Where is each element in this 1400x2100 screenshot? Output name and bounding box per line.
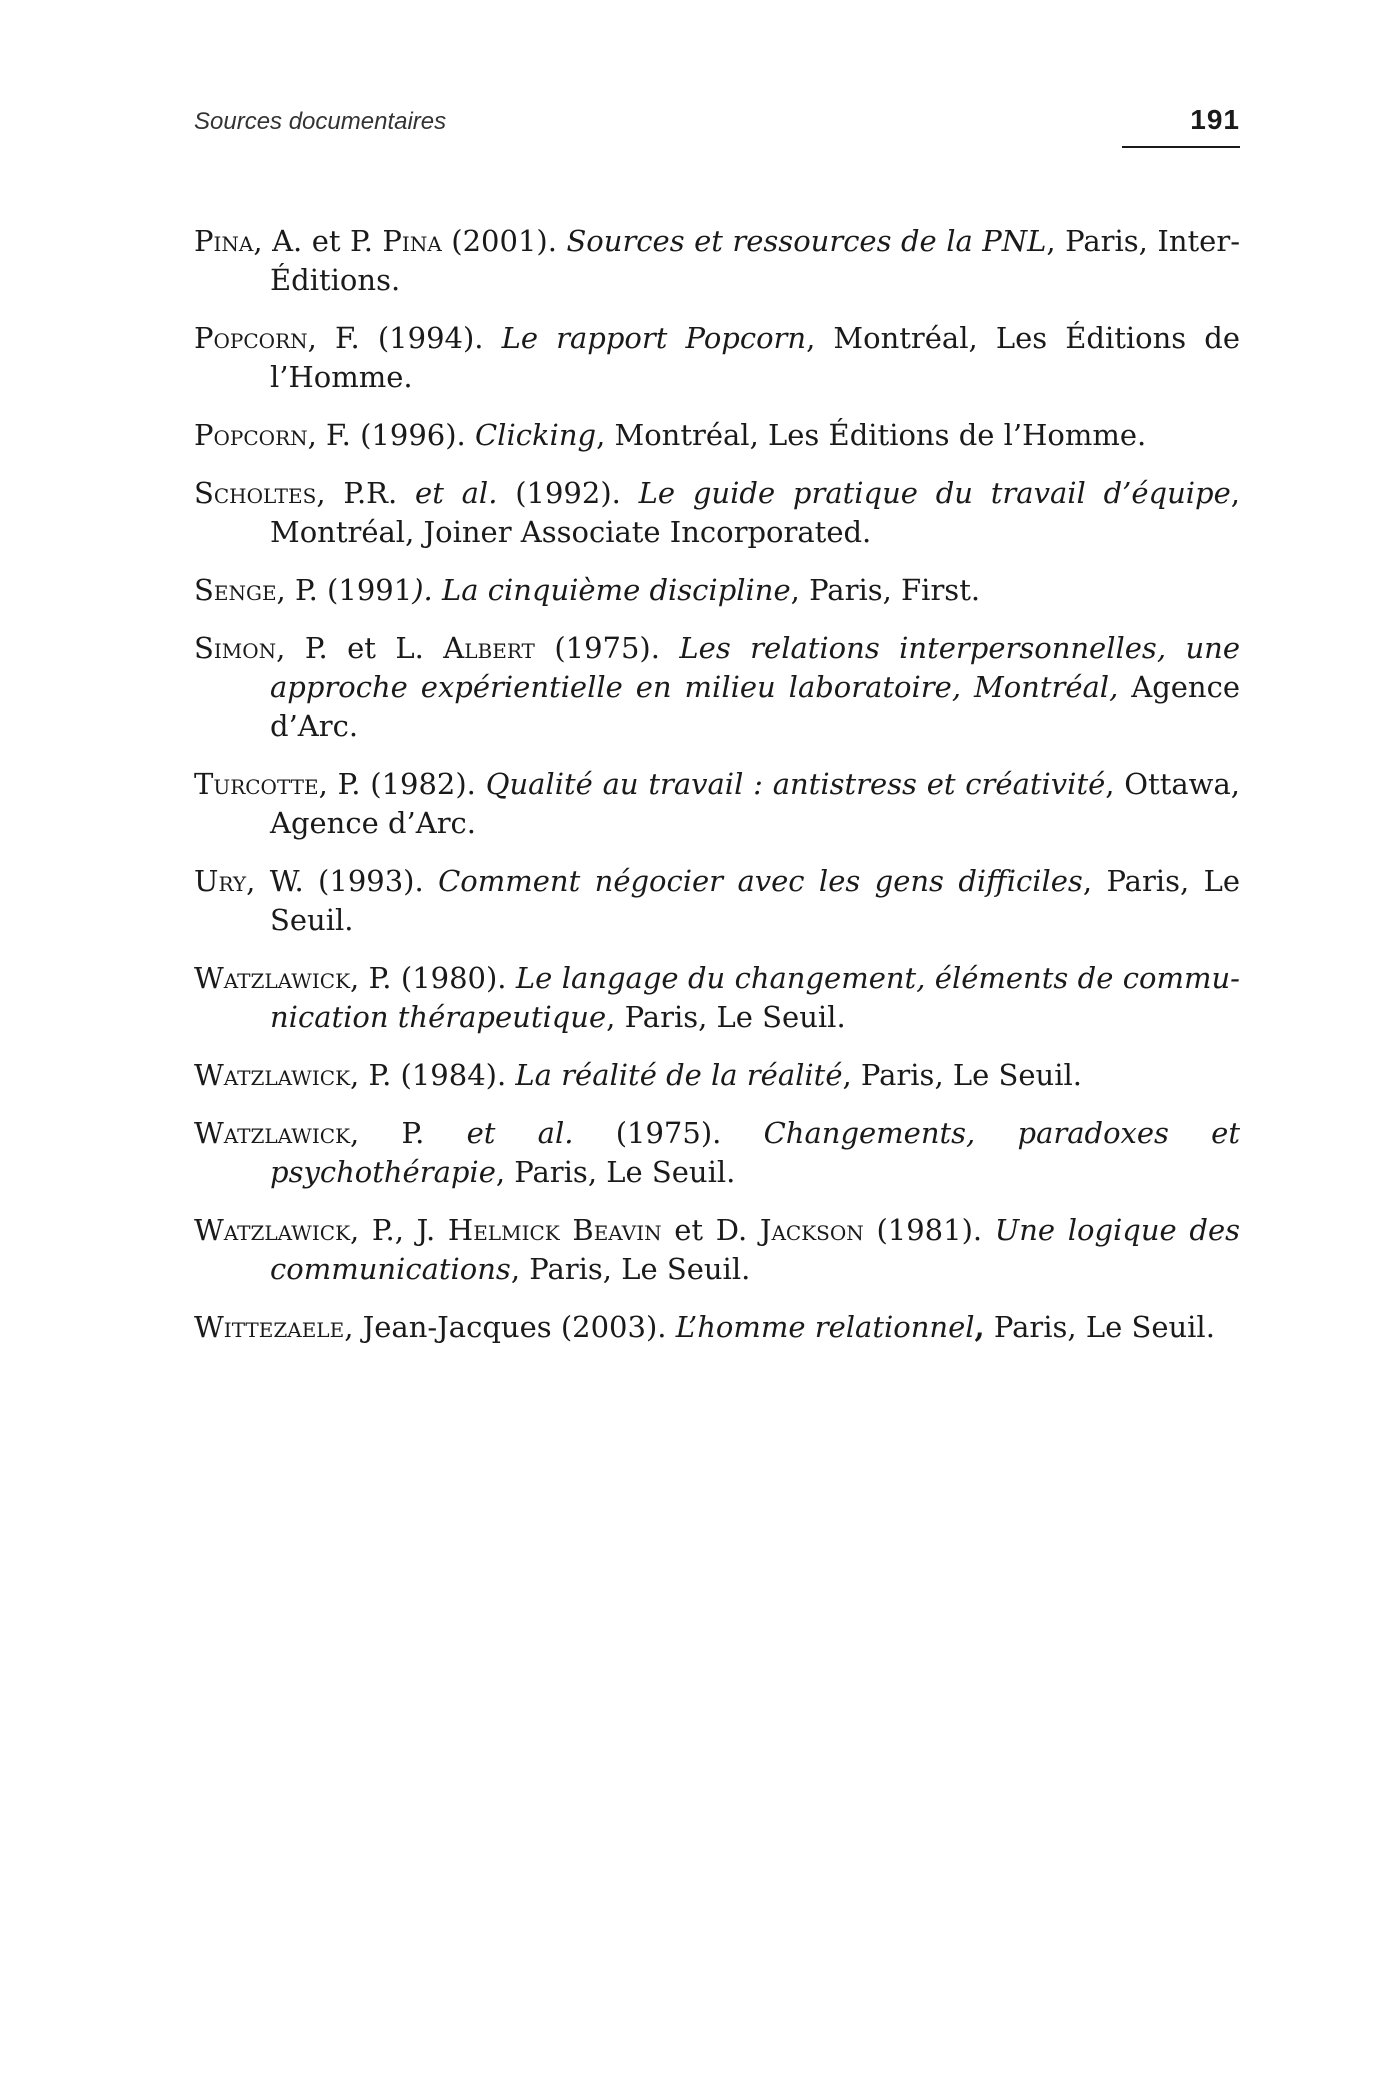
entry-text: , Paris, Le Seuil. <box>842 1058 1082 1092</box>
entry-text: Paris, Le Seuil. <box>984 1310 1215 1344</box>
entry-text: , Paris, Le Seuil. <box>510 1252 751 1286</box>
author-name: Scholtes <box>194 476 317 510</box>
author-name: Senge <box>194 573 277 607</box>
author-name: Watzlawick <box>194 1058 351 1092</box>
bold-text: , <box>974 1310 985 1344</box>
author-name: Wittezaele <box>194 1310 345 1344</box>
italic-title: Le guide pratique du travail d’équipe <box>638 476 1231 510</box>
author-name: Ury <box>194 864 247 898</box>
page-number: 191 <box>1190 104 1240 135</box>
bibliography-list <box>194 222 1240 1366</box>
author-name: Simon <box>194 631 277 665</box>
author-name: Turcotte <box>194 767 319 801</box>
entry-text: , Ottawa, Agence d’Arc. <box>270 767 1240 840</box>
running-title: Sources documentaires <box>194 108 447 135</box>
bibliography-entry <box>194 222 1240 300</box>
italic-title: Comment négocier avec les gens difficiles <box>438 864 1083 898</box>
entry-text: , Paris, Inter-Éditions. <box>270 224 1240 297</box>
entry-text: , W. (1993). <box>246 864 439 898</box>
entry-text: , Montréal, Les Éditions de l’Homme. <box>596 418 1147 452</box>
author-name: Watzlawick <box>194 961 351 995</box>
bibliography-entry <box>194 1056 1240 1095</box>
entry-text: , A. et P. <box>253 224 383 258</box>
italic-title: et al. <box>466 1116 574 1150</box>
entry-text: Agence d’Arc. <box>270 670 1241 743</box>
entry-text: , Montréal, Les Éditions de l’Homme. <box>270 321 1240 394</box>
italic-title: Une logique des communications <box>270 1213 1240 1286</box>
italic-title: et al. <box>415 476 498 510</box>
bibliography-entry <box>194 1114 1240 1192</box>
entry-text: (1975). <box>573 1116 764 1150</box>
author-name: Watzlawick <box>194 1213 351 1247</box>
entry-text: , Paris, First. <box>790 573 981 607</box>
entry-text: , P.R. <box>316 476 416 510</box>
author-name: Popcorn <box>194 321 308 355</box>
author-name: Popcorn <box>194 418 308 452</box>
author-name: Pina <box>194 224 254 258</box>
author-name: Albert <box>443 631 535 665</box>
italic-title: Sources et ressources de la PNL <box>566 224 1047 258</box>
bibliography-entry <box>194 319 1240 397</box>
bibliography-entry <box>194 1308 1240 1347</box>
page-header <box>194 104 1240 152</box>
header-rule <box>1122 146 1240 148</box>
entry-text: , P. et L. <box>276 631 444 665</box>
author-name: Watzlawick <box>194 1116 351 1150</box>
italic-title: Le rapport Popcorn <box>501 321 807 355</box>
italic-title: Les relations interpersonnelles, une approche expérientielle en milieu laboratoire, Montréal, <box>270 631 1240 704</box>
bibliography-entry <box>194 416 1240 455</box>
bibliography-entry <box>194 959 1240 1037</box>
entry-text: (1981). <box>863 1213 995 1247</box>
bibliography-entry <box>194 474 1240 552</box>
entry-text: (1992). <box>497 476 639 510</box>
italic-title: La réalité de la réalité <box>515 1058 843 1092</box>
bibliography-entry <box>194 862 1240 940</box>
italic-title: Changements, paradoxes et psychothérapie <box>270 1116 1241 1189</box>
entry-text: , P. (1991 <box>276 573 413 607</box>
entry-text: , Montréal, Joiner Associate Incorporated. <box>270 476 1240 549</box>
entry-text: , Paris, Le Seuil. <box>606 1000 846 1034</box>
entry-text: (1975). <box>534 631 680 665</box>
entry-text: , P., J. <box>350 1213 448 1247</box>
entry-text: , P. (1980). <box>350 961 516 995</box>
italic-title: Qualité au travail : antistress et créativité <box>485 767 1106 801</box>
entry-text: (2001). <box>441 224 567 258</box>
italic-title: Clicking <box>474 418 597 452</box>
entry-text: , F. (1994). <box>307 321 502 355</box>
author-name: Pina <box>382 224 442 258</box>
bibliography-entry <box>194 765 1240 843</box>
bibliography-entry <box>194 629 1240 746</box>
entry-text: , F. (1996). <box>307 418 475 452</box>
bibliography-entry <box>194 571 1240 610</box>
entry-text: , Paris, Le Seuil. <box>270 864 1240 937</box>
italic-title: Le langage du changement, éléments de communication thérapeutique <box>270 961 1240 1034</box>
italic-title: L’homme relationnel <box>675 1310 975 1344</box>
italic-title: ). La cinquième discipline <box>412 573 791 607</box>
author-name: Jackson <box>759 1213 864 1247</box>
entry-text: , P. <box>350 1116 467 1150</box>
entry-text: et D. <box>661 1213 760 1247</box>
entry-text: , P. (1982). <box>318 767 486 801</box>
bibliography-entry <box>194 1211 1240 1289</box>
author-name: Helmick Beavin <box>447 1213 662 1247</box>
entry-text: , Paris, Le Seuil. <box>495 1155 736 1189</box>
entry-text: , Jean-Jacques (2003). <box>344 1310 676 1344</box>
entry-text: , P. (1984). <box>350 1058 516 1092</box>
